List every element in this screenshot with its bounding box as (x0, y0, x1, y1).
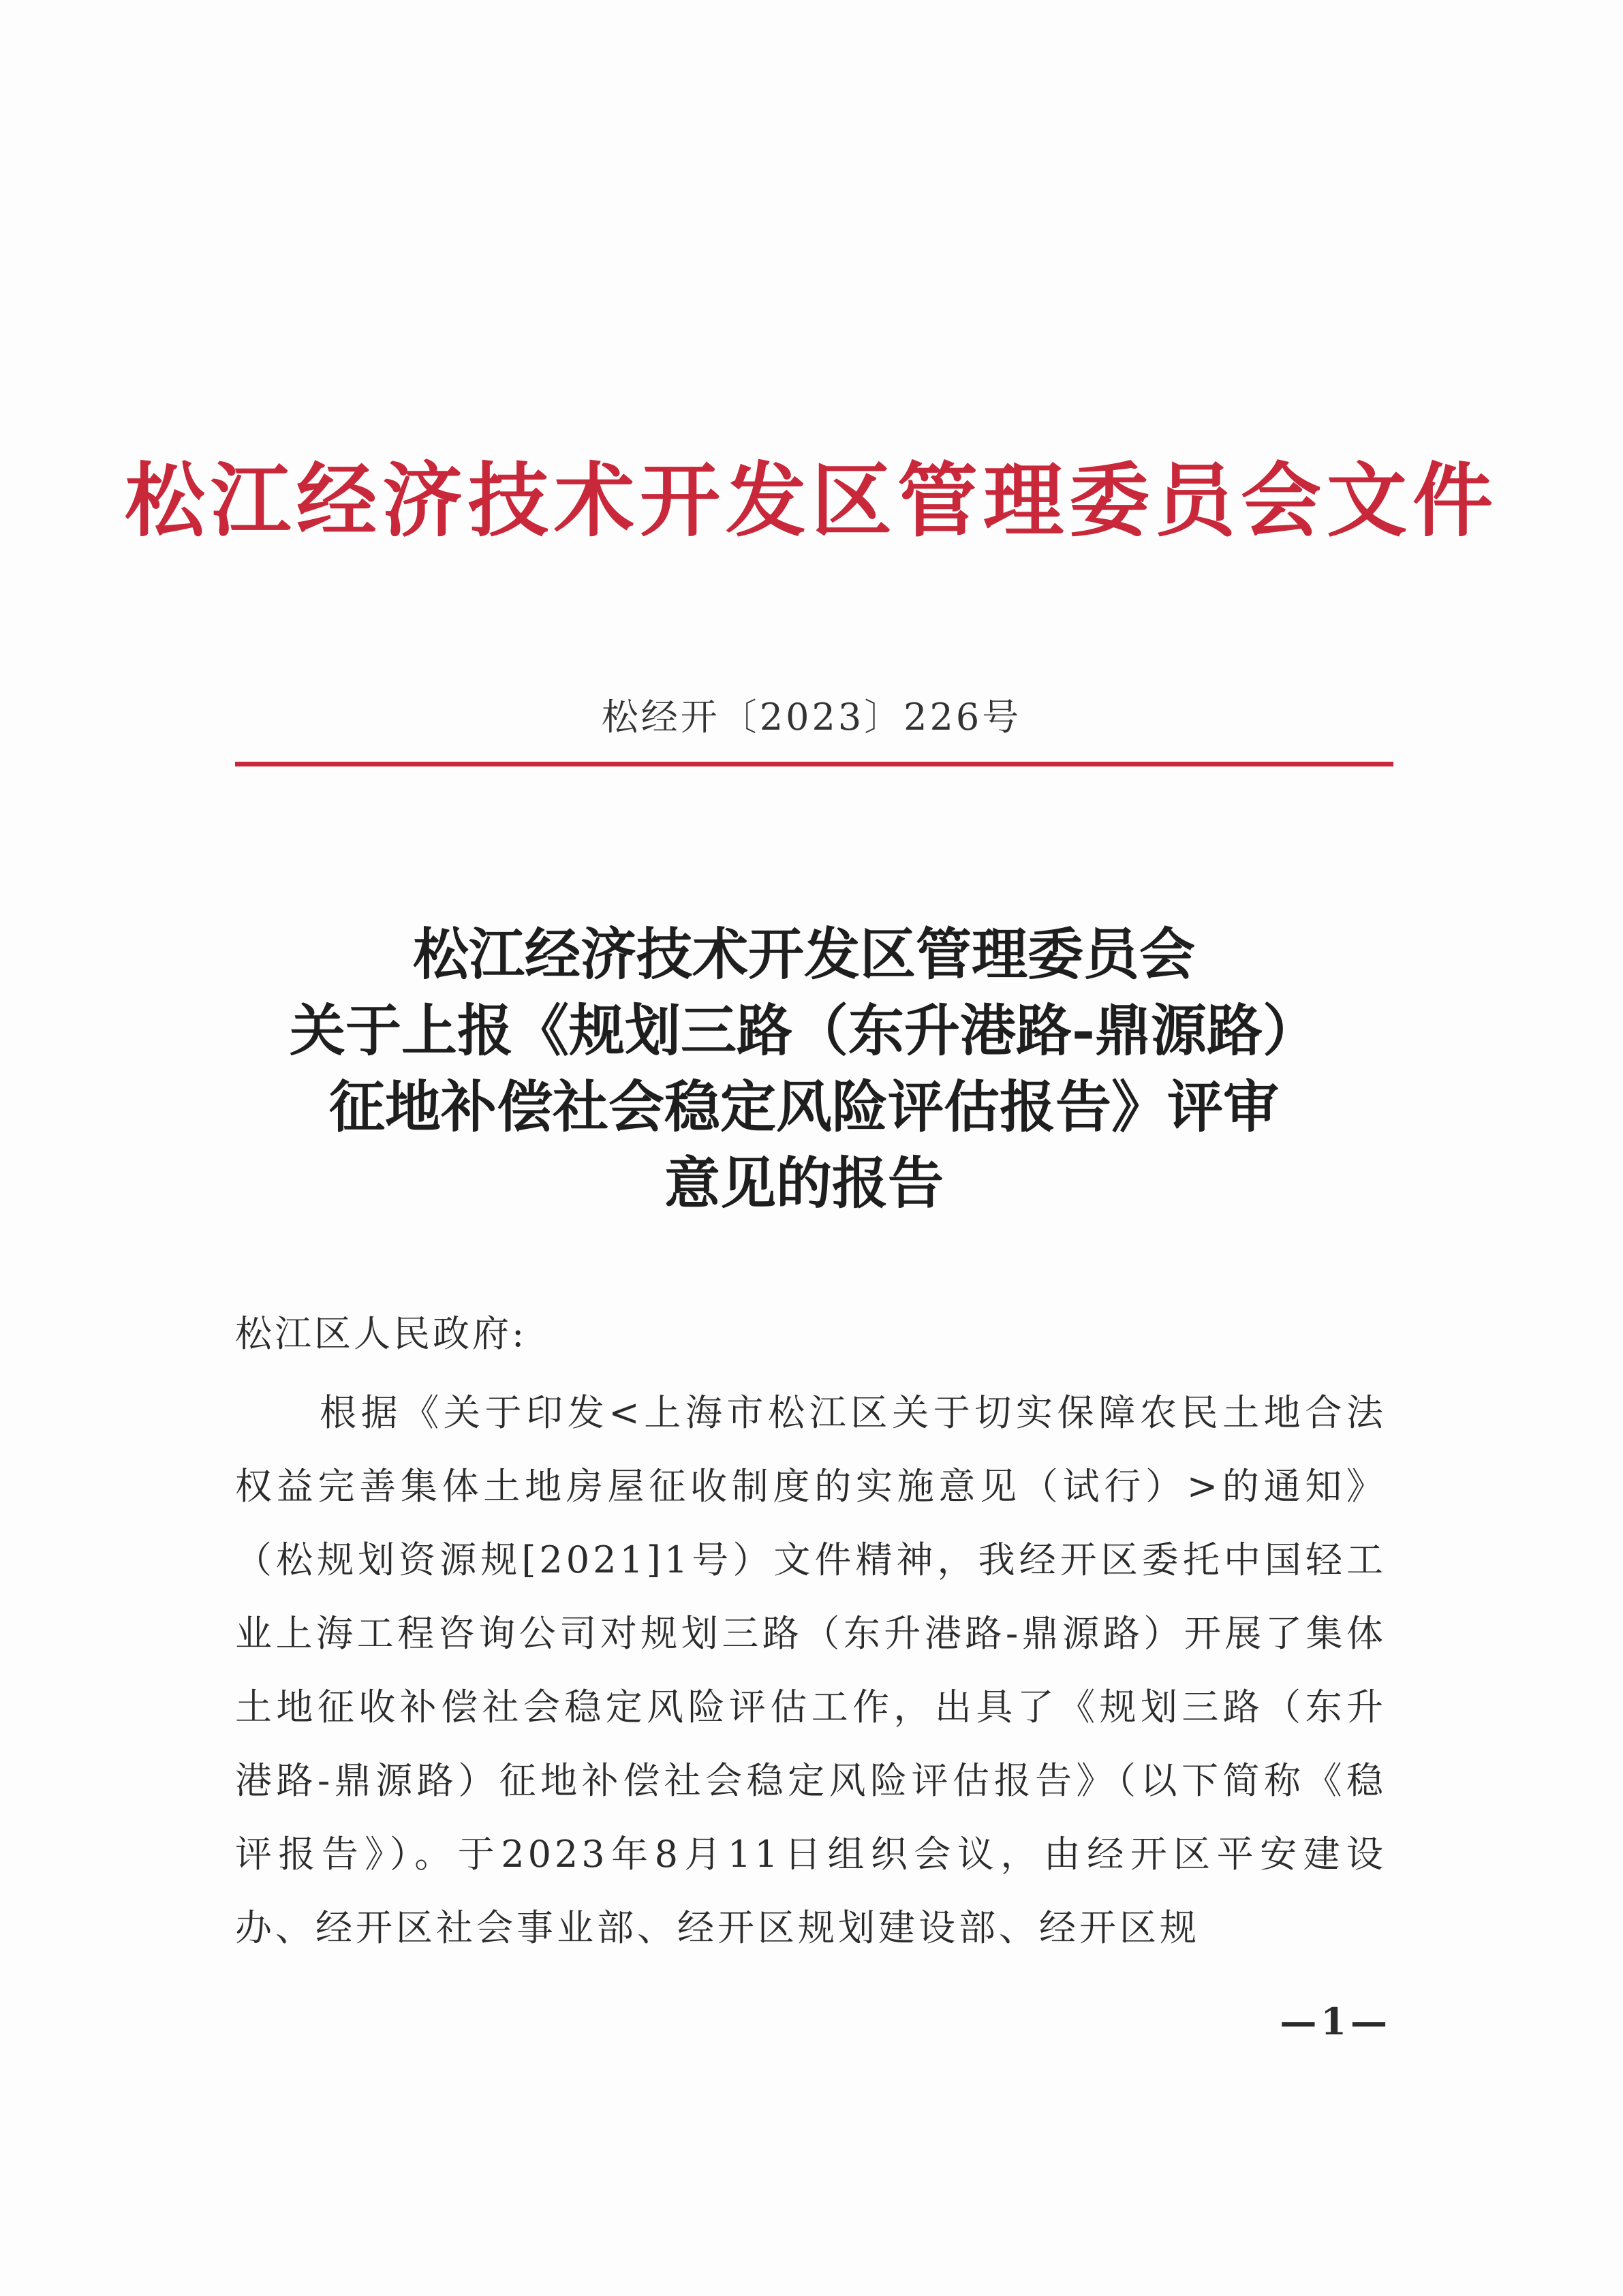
body-paragraph: 根据《关于印发<上海市松江区关于切实保障农民土地合法权益完善集体土地房屋征收制度的实施意见（试行）>的通知》（松规划资源规[2021]1号）文件精神，我经开区委托中国轻工业上海工程咨询公司对规划三路（东升港路-鼎源路）开展了集体土地征收补偿社会稳定风险评估工作，出具了《规划三路（东升港路-鼎源路）征地补偿社会稳定风险评估报告》（以下简称《稳评报告》）。于2023年8月11日组织会议，由经开区平安建设办、经开区社会事业部、经开区规划建设部、经开区规 (235, 1391, 1387, 1949)
report-title-line-2: 关于上报《规划三路（东升港路-鼎源路） (289, 998, 1319, 1064)
report-title-line-4: 意见的报告 (664, 1151, 944, 1216)
report-title-line-3: 征地补偿社会稳定风险评估报告》评审 (328, 1074, 1279, 1140)
report-title (204, 916, 1404, 1222)
report-title-line-1: 松江经济技术开发区管理委员会 (412, 922, 1195, 987)
page-number: —1— (1280, 2000, 1391, 2043)
red-divider-line (235, 762, 1393, 766)
issuer-title: 松江经济技术开发区管理委员会文件 (124, 453, 1498, 548)
salutation: 松江区人民政府: (235, 1312, 527, 1355)
document-number: 松经开〔2023〕226号 (601, 696, 1022, 739)
